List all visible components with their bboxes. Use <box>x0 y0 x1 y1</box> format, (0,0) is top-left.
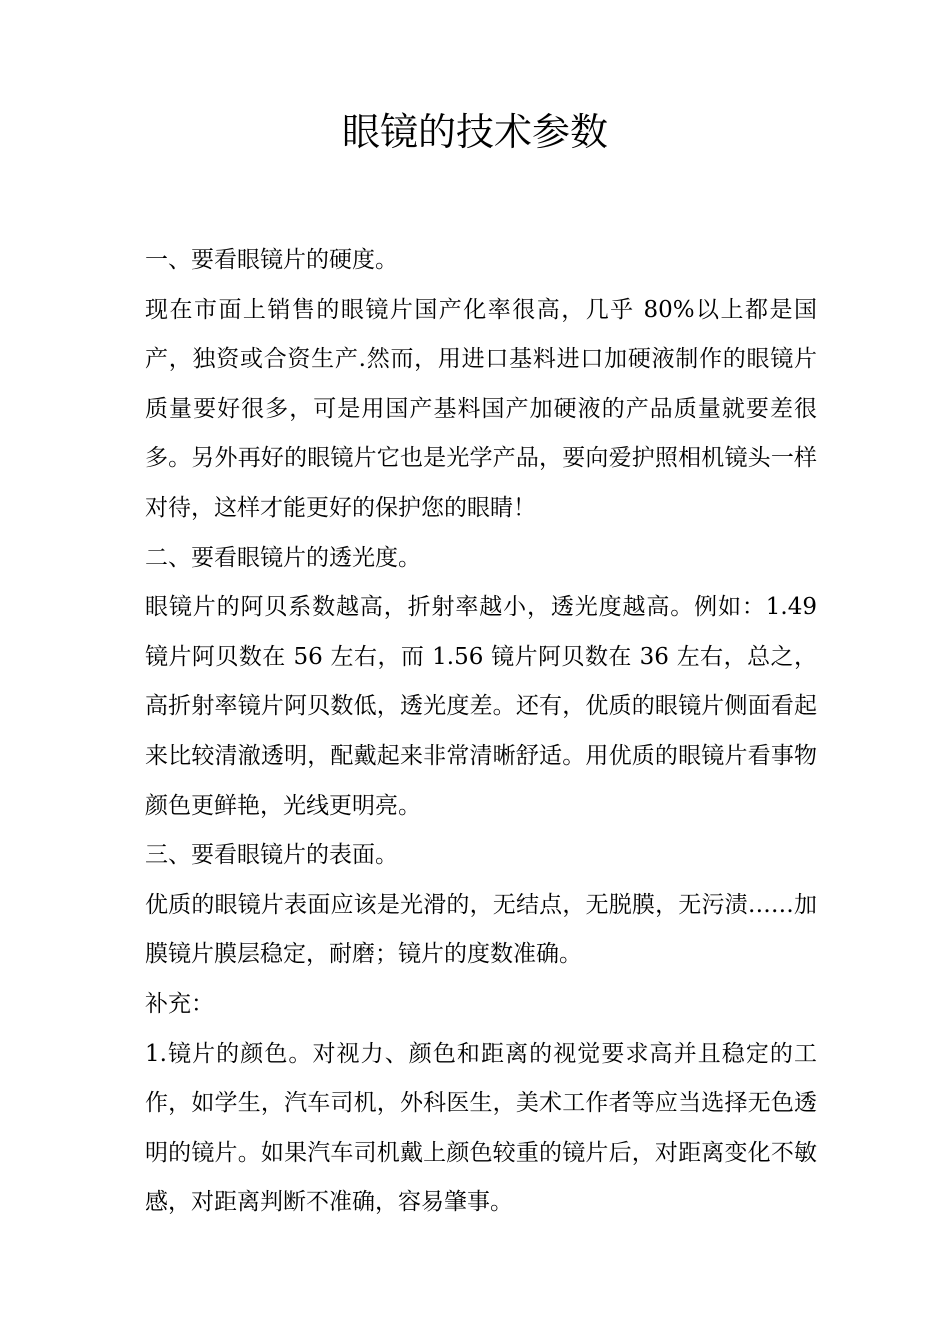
supplement-heading: 补充： <box>145 990 214 1017</box>
paragraph-surface: 优质的眼镜片表面应该是光滑的，无结点，无脱膜，无污渍……加膜镜片膜层稳定，耐磨；镜片的度数准确。 <box>145 891 817 968</box>
section-heading-surface: 三、要看眼镜片的表面。 <box>145 842 398 869</box>
section-heading-hardness: 一、要看眼镜片的硬度。 <box>145 247 398 273</box>
paragraph-hardness: 现在市面上销售的眼镜片国产化率很高，几乎 80%以上都是国产，独资或合资生产.然而，用进口基料进口加硬液制作的眼镜片质量要好很多，可是用国产基料国产加硬液的产品质量就要差很多。另外再好的眼镜片它也是光学产品，要向爱护照相机镜头一样对待，这样才能更好的保护您的眼睛！ <box>145 296 817 521</box>
document-title: 眼镜的技术参数 <box>341 110 608 154</box>
document-body <box>145 236 817 1228</box>
paragraph-transmittance: 眼镜片的阿贝系数越高，折射率越小，透光度越高。例如：1.49 镜片阿贝数在 56 左右，而 1.56 镜片阿贝数在 36 左右，总之，高折射率镜片阿贝数低，透光度差。还有，优质的眼镜片侧面看起来比较清澈透明，配戴起来非常清晰舒适。用优质的眼镜片看事物颜色更鲜艳，光线更明亮。 <box>145 594 817 819</box>
section-heading-transmittance: 二、要看眼镜片的透光度。 <box>145 544 421 571</box>
paragraph-lens-color: 1.镜片的颜色。对视力、颜色和距离的视觉要求高并且稳定的工作，如学生，汽车司机，外科医生，美术工作者等应当选择无色透明的镜片。如果汽车司机戴上颜色较重的镜片后，对距离变化不敏感，对距离判断不准确，容易肇事。 <box>145 1040 817 1216</box>
